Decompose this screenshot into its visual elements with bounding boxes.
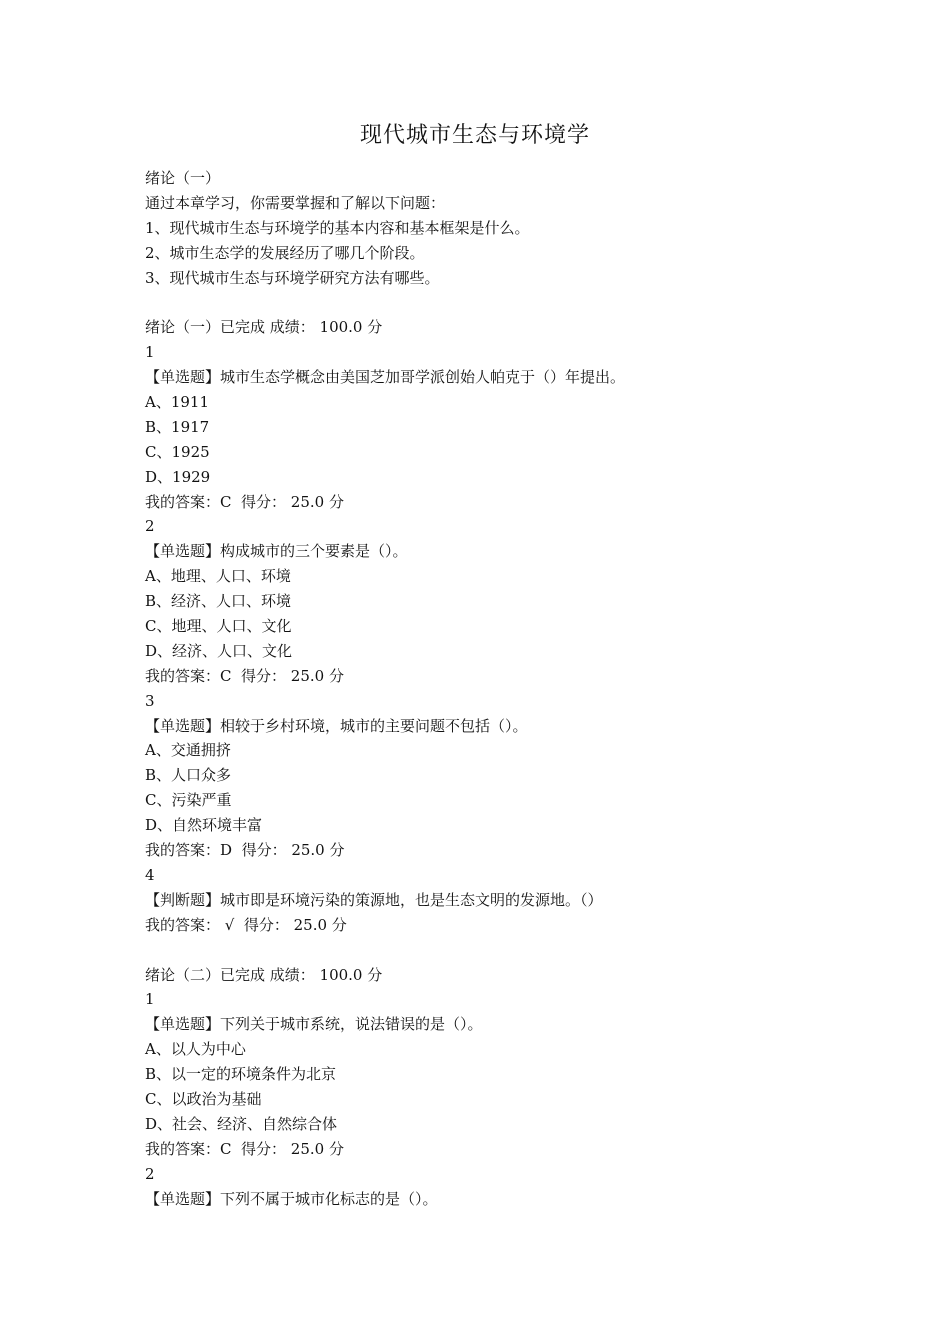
intro-item: 2、城市生态学的发展经历了哪几个阶段。 — [145, 243, 425, 262]
question-number: 2 — [145, 1164, 155, 1183]
my-answer: 我的答案： √ 得分： 25.0 分 — [145, 915, 347, 934]
my-answer: 我的答案：C 得分： 25.0 分 — [145, 666, 344, 685]
question-text: 【单选题】城市生态学概念由美国芝加哥学派创始人帕克于（）年提出。 — [145, 368, 626, 387]
answer-option: A、以人为中心 — [145, 1040, 246, 1059]
answer-option: B、人口众多 — [145, 766, 232, 785]
blank-line — [145, 938, 845, 963]
answer-option: D、经济、人口、文化 — [145, 641, 293, 660]
question-text: 【判断题】城市即是环境污染的策源地，也是生态文明的发源地。（） — [145, 890, 603, 909]
answer-option: D、自然环境丰富 — [145, 816, 263, 835]
my-answer: 我的答案：C 得分： 25.0 分 — [145, 1139, 344, 1158]
my-answer: 我的答案：C 得分： 25.0 分 — [145, 492, 344, 511]
section-header: 绪论（一）已完成 成绩： 100.0 分 — [145, 318, 383, 337]
answer-option: C、1925 — [145, 442, 210, 461]
question-number: 3 — [145, 691, 155, 710]
answer-option: A、交通拥挤 — [145, 741, 231, 760]
answer-option: A、地理、人口、环境 — [145, 567, 291, 586]
intro-lead: 通过本章学习，你需要掌握和了解以下问题： — [145, 193, 446, 212]
question-text: 【单选题】构成城市的三个要素是（）。 — [145, 542, 408, 561]
answer-option: C、地理、人口、文化 — [145, 617, 292, 636]
page-title: 现代城市生态与环境学 — [359, 123, 590, 148]
question-number: 1 — [145, 343, 155, 362]
question-number: 4 — [145, 865, 155, 884]
answer-option: A、1911 — [145, 393, 210, 412]
answer-option: D、1929 — [145, 467, 211, 486]
question-number: 2 — [145, 517, 155, 536]
intro-item: 3、现代城市生态与环境学研究方法有哪些。 — [145, 268, 440, 287]
blank-line — [145, 290, 845, 315]
answer-option: C、污染严重 — [145, 791, 232, 810]
chapter-heading: 绪论（一） — [145, 169, 221, 187]
answer-option: B、1917 — [145, 417, 210, 436]
answer-option: D、社会、经济、自然综合体 — [145, 1114, 338, 1133]
my-answer: 我的答案：D 得分： 25.0 分 — [145, 841, 345, 860]
answer-option: B、以一定的环境条件为北京 — [145, 1065, 337, 1084]
question-text: 【单选题】相较于乡村环境，城市的主要问题不包括（）。 — [145, 716, 528, 735]
section-header: 绪论（二）已完成 成绩： 100.0 分 — [145, 965, 383, 984]
question-text: 【单选题】下列关于城市系统，说法错误的是（）。 — [145, 1015, 483, 1034]
answer-option: B、经济、人口、环境 — [145, 592, 292, 611]
question-number: 1 — [145, 990, 155, 1009]
document-body — [145, 166, 845, 1211]
answer-option: C、以政治为基础 — [145, 1089, 262, 1108]
question-text: 【单选题】下列不属于城市化标志的是（）。 — [145, 1189, 438, 1208]
intro-item: 1、现代城市生态与环境学的基本内容和基本框架是什么。 — [145, 218, 530, 237]
